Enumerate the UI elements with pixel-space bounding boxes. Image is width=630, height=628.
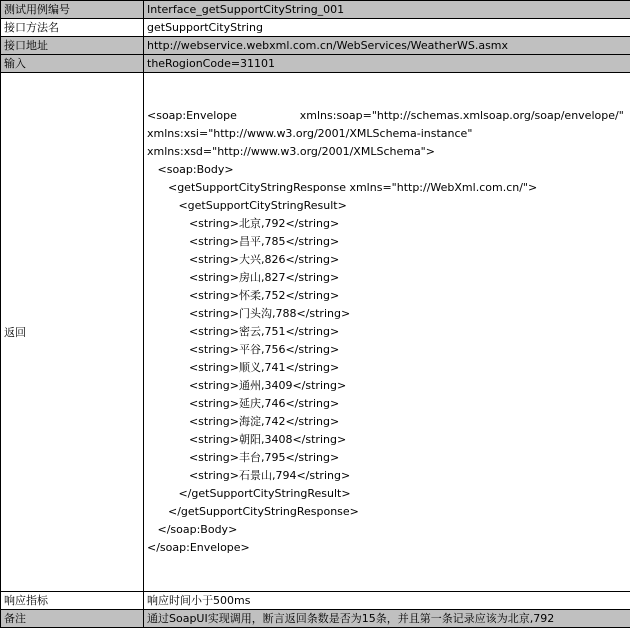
address-value: http://webservice.webxml.com.cn/WebServices/WeatherWS.asmx xyxy=(144,37,630,55)
response-line: <string>门头沟,788</string> xyxy=(147,305,630,323)
method-value: getSupportCityString xyxy=(144,19,630,37)
response-line: <string>延庆,746</string> xyxy=(147,395,630,413)
response-line: <string>大兴,826</string> xyxy=(147,251,630,269)
response-label: 返回 xyxy=(1,73,144,592)
timing-value: 响应时间小于500ms xyxy=(144,592,630,610)
response-line: xmlns:xsd="http://www.w3.org/2001/XMLSchema"> xyxy=(147,143,630,161)
remark-value: 通过SoapUI实现调用，断言返回条数是否为15条，并且第一条记录应该为北京,792 xyxy=(144,610,630,628)
row-response xyxy=(1,73,630,592)
row-address xyxy=(1,37,630,55)
response-line: <string>朝阳,3408</string> xyxy=(147,431,630,449)
response-line: <string>海淀,742</string> xyxy=(147,413,630,431)
response-line: <getSupportCityStringResponse xmlns="http://WebXml.com.cn/"> xyxy=(147,179,630,197)
response-line: <string>石景山,794</string> xyxy=(147,467,630,485)
response-line: <string>怀柔,752</string> xyxy=(147,287,630,305)
address-label: 接口地址 xyxy=(1,37,144,55)
response-line: <string>顺义,741</string> xyxy=(147,359,630,377)
case-id-value: Interface_getSupportCityString_001 xyxy=(144,1,630,19)
input-value: theRogionCode=31101 xyxy=(144,55,630,73)
response-line: <soap:Envelope xmlns:soap="http://schemas.xmlsoap.org/soap/envelope/" xyxy=(147,107,630,125)
response-line: </soap:Envelope> xyxy=(147,539,630,557)
input-label: 输入 xyxy=(1,55,144,73)
response-line: xmlns:xsi="http://www.w3.org/2001/XMLSchema-instance" xyxy=(147,125,630,143)
response-line: <string>房山,827</string> xyxy=(147,269,630,287)
response-line: </getSupportCityStringResponse> xyxy=(147,503,630,521)
response-xml xyxy=(147,107,630,557)
response-line: <string>密云,751</string> xyxy=(147,323,630,341)
response-line: <string>丰台,795</string> xyxy=(147,449,630,467)
response-line: <string>平谷,756</string> xyxy=(147,341,630,359)
timing-label: 响应指标 xyxy=(1,592,144,610)
response-line: </getSupportCityStringResult> xyxy=(147,485,630,503)
response-line: <string>北京,792</string> xyxy=(147,215,630,233)
row-remark xyxy=(1,610,630,628)
response-line: </soap:Body> xyxy=(147,521,630,539)
method-label: 接口方法名 xyxy=(1,19,144,37)
row-timing xyxy=(1,592,630,610)
case-id-label: 测试用例编号 xyxy=(1,1,144,19)
response-line: <string>通州,3409</string> xyxy=(147,377,630,395)
response-line: <getSupportCityStringResult> xyxy=(147,197,630,215)
response-line: <string>昌平,785</string> xyxy=(147,233,630,251)
row-method xyxy=(1,19,630,37)
response-line: <soap:Body> xyxy=(147,161,630,179)
row-input xyxy=(1,55,630,73)
remark-label: 备注 xyxy=(1,610,144,628)
row-case-id xyxy=(1,1,630,19)
response-body xyxy=(144,73,630,592)
